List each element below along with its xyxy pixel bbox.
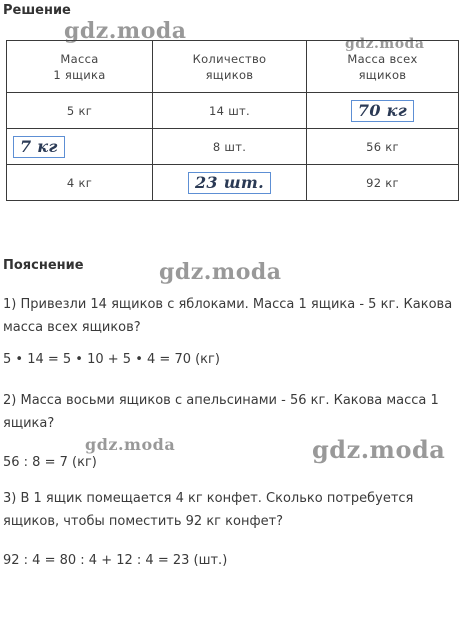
table-row bbox=[7, 93, 459, 129]
table-cell: 8 шт. bbox=[153, 129, 307, 165]
table-cell: 14 шт. bbox=[153, 93, 307, 129]
handwritten-answer: 7 кг bbox=[13, 136, 65, 158]
watermark: gdz.moda bbox=[64, 18, 187, 44]
handwritten-answer: 23 шт. bbox=[188, 172, 271, 194]
handwritten-answer: 70 кг bbox=[351, 100, 414, 122]
table-cell: 92 кг bbox=[307, 165, 459, 201]
watermark: gdz.moda bbox=[345, 36, 425, 52]
task2-text: 2) Масса восьми ящиков с апельсинами - 56 кг. Какова масса 1 ящика? bbox=[3, 393, 439, 431]
header-line: Количество bbox=[192, 51, 267, 66]
table-cell: 56 кг bbox=[307, 129, 459, 165]
watermark: gdz.moda bbox=[312, 435, 446, 464]
table-cell bbox=[153, 165, 307, 201]
task3-calculation: 92 : 4 = 80 : 4 + 12 : 4 = 23 (шт.) bbox=[3, 553, 228, 568]
header-mass-one-box bbox=[7, 41, 153, 93]
task1-text: 1) Привезли 14 ящиков с яблоками. Масса 1 ящика - 5 кг. Какова масса всех ящиков? bbox=[3, 297, 453, 335]
table-cell: 4 кг bbox=[7, 165, 153, 201]
header-line: 1 ящика bbox=[53, 67, 106, 82]
solution-table bbox=[6, 40, 459, 201]
table-cell: 5 кг bbox=[7, 93, 153, 129]
explanation-heading: Пояснение bbox=[3, 258, 84, 273]
header-line: Масса всех bbox=[347, 51, 418, 66]
header-line: Масса bbox=[60, 51, 99, 66]
table-row bbox=[7, 129, 459, 165]
task2-calculation: 56 : 8 = 7 (кг) bbox=[3, 455, 97, 470]
solution-heading: Решение bbox=[3, 3, 71, 18]
header-box-count bbox=[153, 41, 307, 93]
task1-calculation: 5 • 14 = 5 • 10 + 5 • 4 = 70 (кг) bbox=[3, 352, 220, 367]
header-line: ящиков bbox=[205, 67, 254, 82]
watermark: gdz.moda bbox=[85, 435, 176, 454]
header-line: ящиков bbox=[358, 67, 407, 82]
table-row bbox=[7, 165, 459, 201]
watermark: gdz.moda bbox=[159, 259, 282, 285]
table-cell bbox=[307, 93, 459, 129]
task3-text: 3) В 1 ящик помещается 4 кг конфет. Сколько потребуется ящиков, чтобы поместить 92 кг конфет? bbox=[3, 491, 414, 529]
table-cell bbox=[7, 129, 153, 165]
